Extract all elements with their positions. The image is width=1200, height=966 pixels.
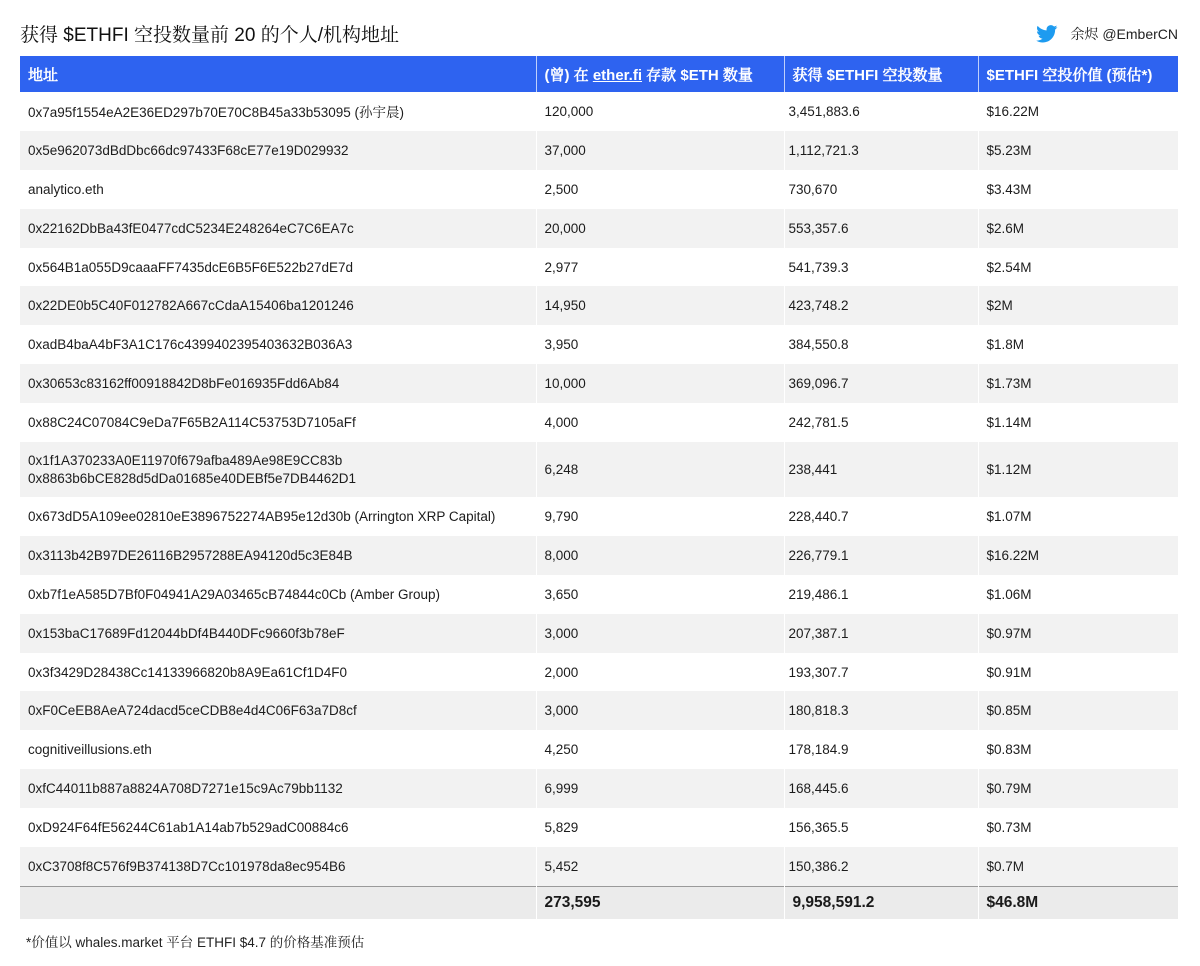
deposit-cell: 2,977: [536, 248, 784, 287]
deposit-cell: 14,950: [536, 286, 784, 325]
airdrop-cell: 730,670: [784, 170, 978, 209]
address-text: 0x564B1a055D9caaaFF7435dcE6B5F6E522b27dE7d: [28, 259, 354, 275]
airdrop-cell: 384,550.8: [784, 325, 978, 364]
address-cell: [20, 730, 536, 769]
page-title: 获得 $ETHFI 空投数量前 20 的个人/机构地址: [20, 25, 399, 46]
airdrop-cell: 242,781.5: [784, 403, 978, 442]
airdrop-cell: 193,307.7: [784, 653, 978, 692]
totals-row: [20, 886, 1178, 919]
deposit-cell: 8,000: [536, 536, 784, 575]
address-cell: [20, 131, 536, 170]
value-cell: $2.54M: [978, 248, 1178, 287]
table-row: [20, 170, 1178, 209]
airdrop-cell: 3,451,883.6: [784, 92, 978, 131]
address-text: cognitiveillusions.eth: [28, 742, 152, 758]
table-row: [20, 847, 1178, 886]
value-cell: $1.14M: [978, 403, 1178, 442]
table-row: [20, 536, 1178, 575]
deposit-cell: 3,000: [536, 614, 784, 653]
header-address: 地址: [20, 56, 536, 92]
address-text: 0x5e962073dBdDbc66dc97433F68cE77e19D029932: [28, 142, 349, 158]
table-row: [20, 364, 1178, 403]
airdrop-cell: 553,357.6: [784, 209, 978, 248]
header-deposit: (曾) 在 ether.fi 存款 $ETH 数量: [536, 56, 784, 92]
table-row: [20, 575, 1178, 614]
airdrop-cell: 238,441: [784, 442, 978, 497]
table-row: [20, 653, 1178, 692]
table-row: [20, 691, 1178, 730]
deposit-cell: 4,250: [536, 730, 784, 769]
table-row: [20, 730, 1178, 769]
footnote: *价值以 whales.market 平台 ETHFI $4.7 的价格基准预估: [26, 935, 365, 950]
address-text: 0xF0CeEB8AeA724dacd5ceCDB8e4d4C06F63a7D8cf: [28, 703, 357, 719]
value-cell: $3.43M: [978, 170, 1178, 209]
deposit-cell: 20,000: [536, 209, 784, 248]
table-row: [20, 769, 1178, 808]
airdrop-cell: 156,365.5: [784, 808, 978, 847]
value-cell: $1.8M: [978, 325, 1178, 364]
address-cell: [20, 614, 536, 653]
address-cell: [20, 286, 536, 325]
twitter-bird-icon: [1036, 25, 1058, 43]
address-text: 0x3f3429D28438Cc14133966820b8A9Ea61Cf1D4F0: [28, 664, 348, 680]
airdrop-cell: 369,096.7: [784, 364, 978, 403]
airdrop-cell: 541,739.3: [784, 248, 978, 287]
airdrop-cell: 423,748.2: [784, 286, 978, 325]
address-cell: [20, 769, 536, 808]
address-cell: [20, 209, 536, 248]
table-row: [20, 442, 1178, 497]
value-cell: $0.79M: [978, 769, 1178, 808]
value-cell: $0.91M: [978, 653, 1178, 692]
author-brand: [1036, 24, 1178, 44]
value-cell: $1.73M: [978, 364, 1178, 403]
table-row: [20, 286, 1178, 325]
address-text: 0xD924F64fE56244C61ab1A14ab7b529adC00884c6: [28, 820, 349, 836]
value-cell: $0.83M: [978, 730, 1178, 769]
airdrop-table: [20, 56, 1179, 919]
header-value: $ETHFI 空投价值 (预估*): [978, 56, 1178, 92]
address-text: 0xadB4baA4bF3A1C176c4399402395403632B036A3: [28, 337, 353, 353]
table-row: [20, 497, 1178, 536]
deposit-cell: 5,452: [536, 847, 784, 886]
address-text: 0x1f1A370233A0E11970f679afba489Ae98E9CC83b: [28, 452, 343, 468]
table-row: [20, 614, 1178, 653]
airdrop-cell: 150,386.2: [784, 847, 978, 886]
address-cell: [20, 575, 536, 614]
total-airdrop: 9,958,591.2: [784, 886, 978, 919]
total-deposit: 273,595: [536, 886, 784, 919]
author-handle: 余烬 @EmberCN: [1070, 26, 1178, 42]
airdrop-cell: 228,440.7: [784, 497, 978, 536]
value-cell: $2.6M: [978, 209, 1178, 248]
deposit-cell: 9,790: [536, 497, 784, 536]
address-text: 0xfC44011b887a8824A708D7271e15c9Ac79bb1132: [28, 781, 343, 797]
address-text-secondary: 0x8863b6bCE828d5dDa01685e40DEBf5e7DB4462D1: [28, 470, 357, 486]
table-row: [20, 808, 1178, 847]
address-text: 0x22DE0b5C40F012782A667cCdaA15406ba1201246: [28, 298, 354, 314]
deposit-cell: 10,000: [536, 364, 784, 403]
address-cell: [20, 691, 536, 730]
value-cell: $2M: [978, 286, 1178, 325]
address-cell: [20, 442, 536, 497]
address-cell: [20, 536, 536, 575]
table-row: [20, 248, 1178, 287]
table-row: [20, 403, 1178, 442]
address-cell: [20, 653, 536, 692]
table-header-row: [20, 56, 1178, 92]
address-cell: [20, 92, 536, 131]
address-cell: [20, 364, 536, 403]
deposit-cell: 3,000: [536, 691, 784, 730]
address-cell: [20, 847, 536, 886]
deposit-cell: 3,650: [536, 575, 784, 614]
address-text: 0x153baC17689Fd12044bDf4B440DFc9660f3b78eF: [28, 625, 345, 641]
value-cell: $1.12M: [978, 442, 1178, 497]
deposit-cell: 2,000: [536, 653, 784, 692]
value-cell: $1.06M: [978, 575, 1178, 614]
address-text: 0x3113b42B97DE26116B2957288EA94120d5c3E84B: [28, 547, 353, 563]
airdrop-cell: 1,112,721.3: [784, 131, 978, 170]
address-text: analytico.eth: [28, 181, 104, 197]
value-cell: $16.22M: [978, 92, 1178, 131]
airdrop-cell: 219,486.1: [784, 575, 978, 614]
deposit-cell: 120,000: [536, 92, 784, 131]
address-cell: [20, 170, 536, 209]
address-text: 0x88C24C07084C9eDa7F65B2A114C53753D7105aFf: [28, 415, 356, 431]
address-cell: [20, 497, 536, 536]
table-row: [20, 209, 1178, 248]
deposit-cell: 5,829: [536, 808, 784, 847]
etherfi-link[interactable]: ether.fi: [592, 66, 643, 84]
address-cell: [20, 403, 536, 442]
airdrop-cell: 168,445.6: [784, 769, 978, 808]
address-text: 0x22162DbBa43fE0477cdC5234E248264eC7C6EA7c: [28, 220, 354, 236]
address-cell: [20, 808, 536, 847]
address-text: 0xC3708f8C576f9B374138D7Cc101978da8ec954B6: [28, 858, 346, 874]
table-row: [20, 325, 1178, 364]
value-cell: $0.97M: [978, 614, 1178, 653]
airdrop-cell: 178,184.9: [784, 730, 978, 769]
table-row: [20, 131, 1178, 170]
address-text: 0x30653c83162ff00918842D8bFe016935Fdd6Ab84: [28, 376, 340, 392]
deposit-cell: 2,500: [536, 170, 784, 209]
address-text: 0x7a95f1554eA2E36ED297b70E70C8B45a33b53095 (孙宇晨): [28, 105, 405, 121]
table-row: [20, 92, 1178, 131]
airdrop-cell: 180,818.3: [784, 691, 978, 730]
value-cell: $16.22M: [978, 536, 1178, 575]
value-cell: $1.07M: [978, 497, 1178, 536]
total-address: [20, 886, 536, 919]
value-cell: $0.7M: [978, 847, 1178, 886]
airdrop-cell: 226,779.1: [784, 536, 978, 575]
deposit-cell: 3,950: [536, 325, 784, 364]
deposit-cell: 37,000: [536, 131, 784, 170]
address-cell: [20, 325, 536, 364]
address-cell: [20, 248, 536, 287]
value-cell: $5.23M: [978, 131, 1178, 170]
airdrop-cell: 207,387.1: [784, 614, 978, 653]
address-text: 0x673dD5A109ee02810eE3896752274AB95e12d30b (Arrington XRP Capital): [28, 508, 496, 524]
deposit-cell: 4,000: [536, 403, 784, 442]
address-text: 0xb7f1eA585D7Bf0F04941A29A03465cB74844c0Cb (Amber Group): [28, 586, 441, 602]
header-airdrop: 获得 $ETHFI 空投数量: [784, 56, 978, 92]
deposit-cell: 6,248: [536, 442, 784, 497]
total-value: $46.8M: [978, 886, 1178, 919]
deposit-cell: 6,999: [536, 769, 784, 808]
value-cell: $0.73M: [978, 808, 1178, 847]
value-cell: $0.85M: [978, 691, 1178, 730]
